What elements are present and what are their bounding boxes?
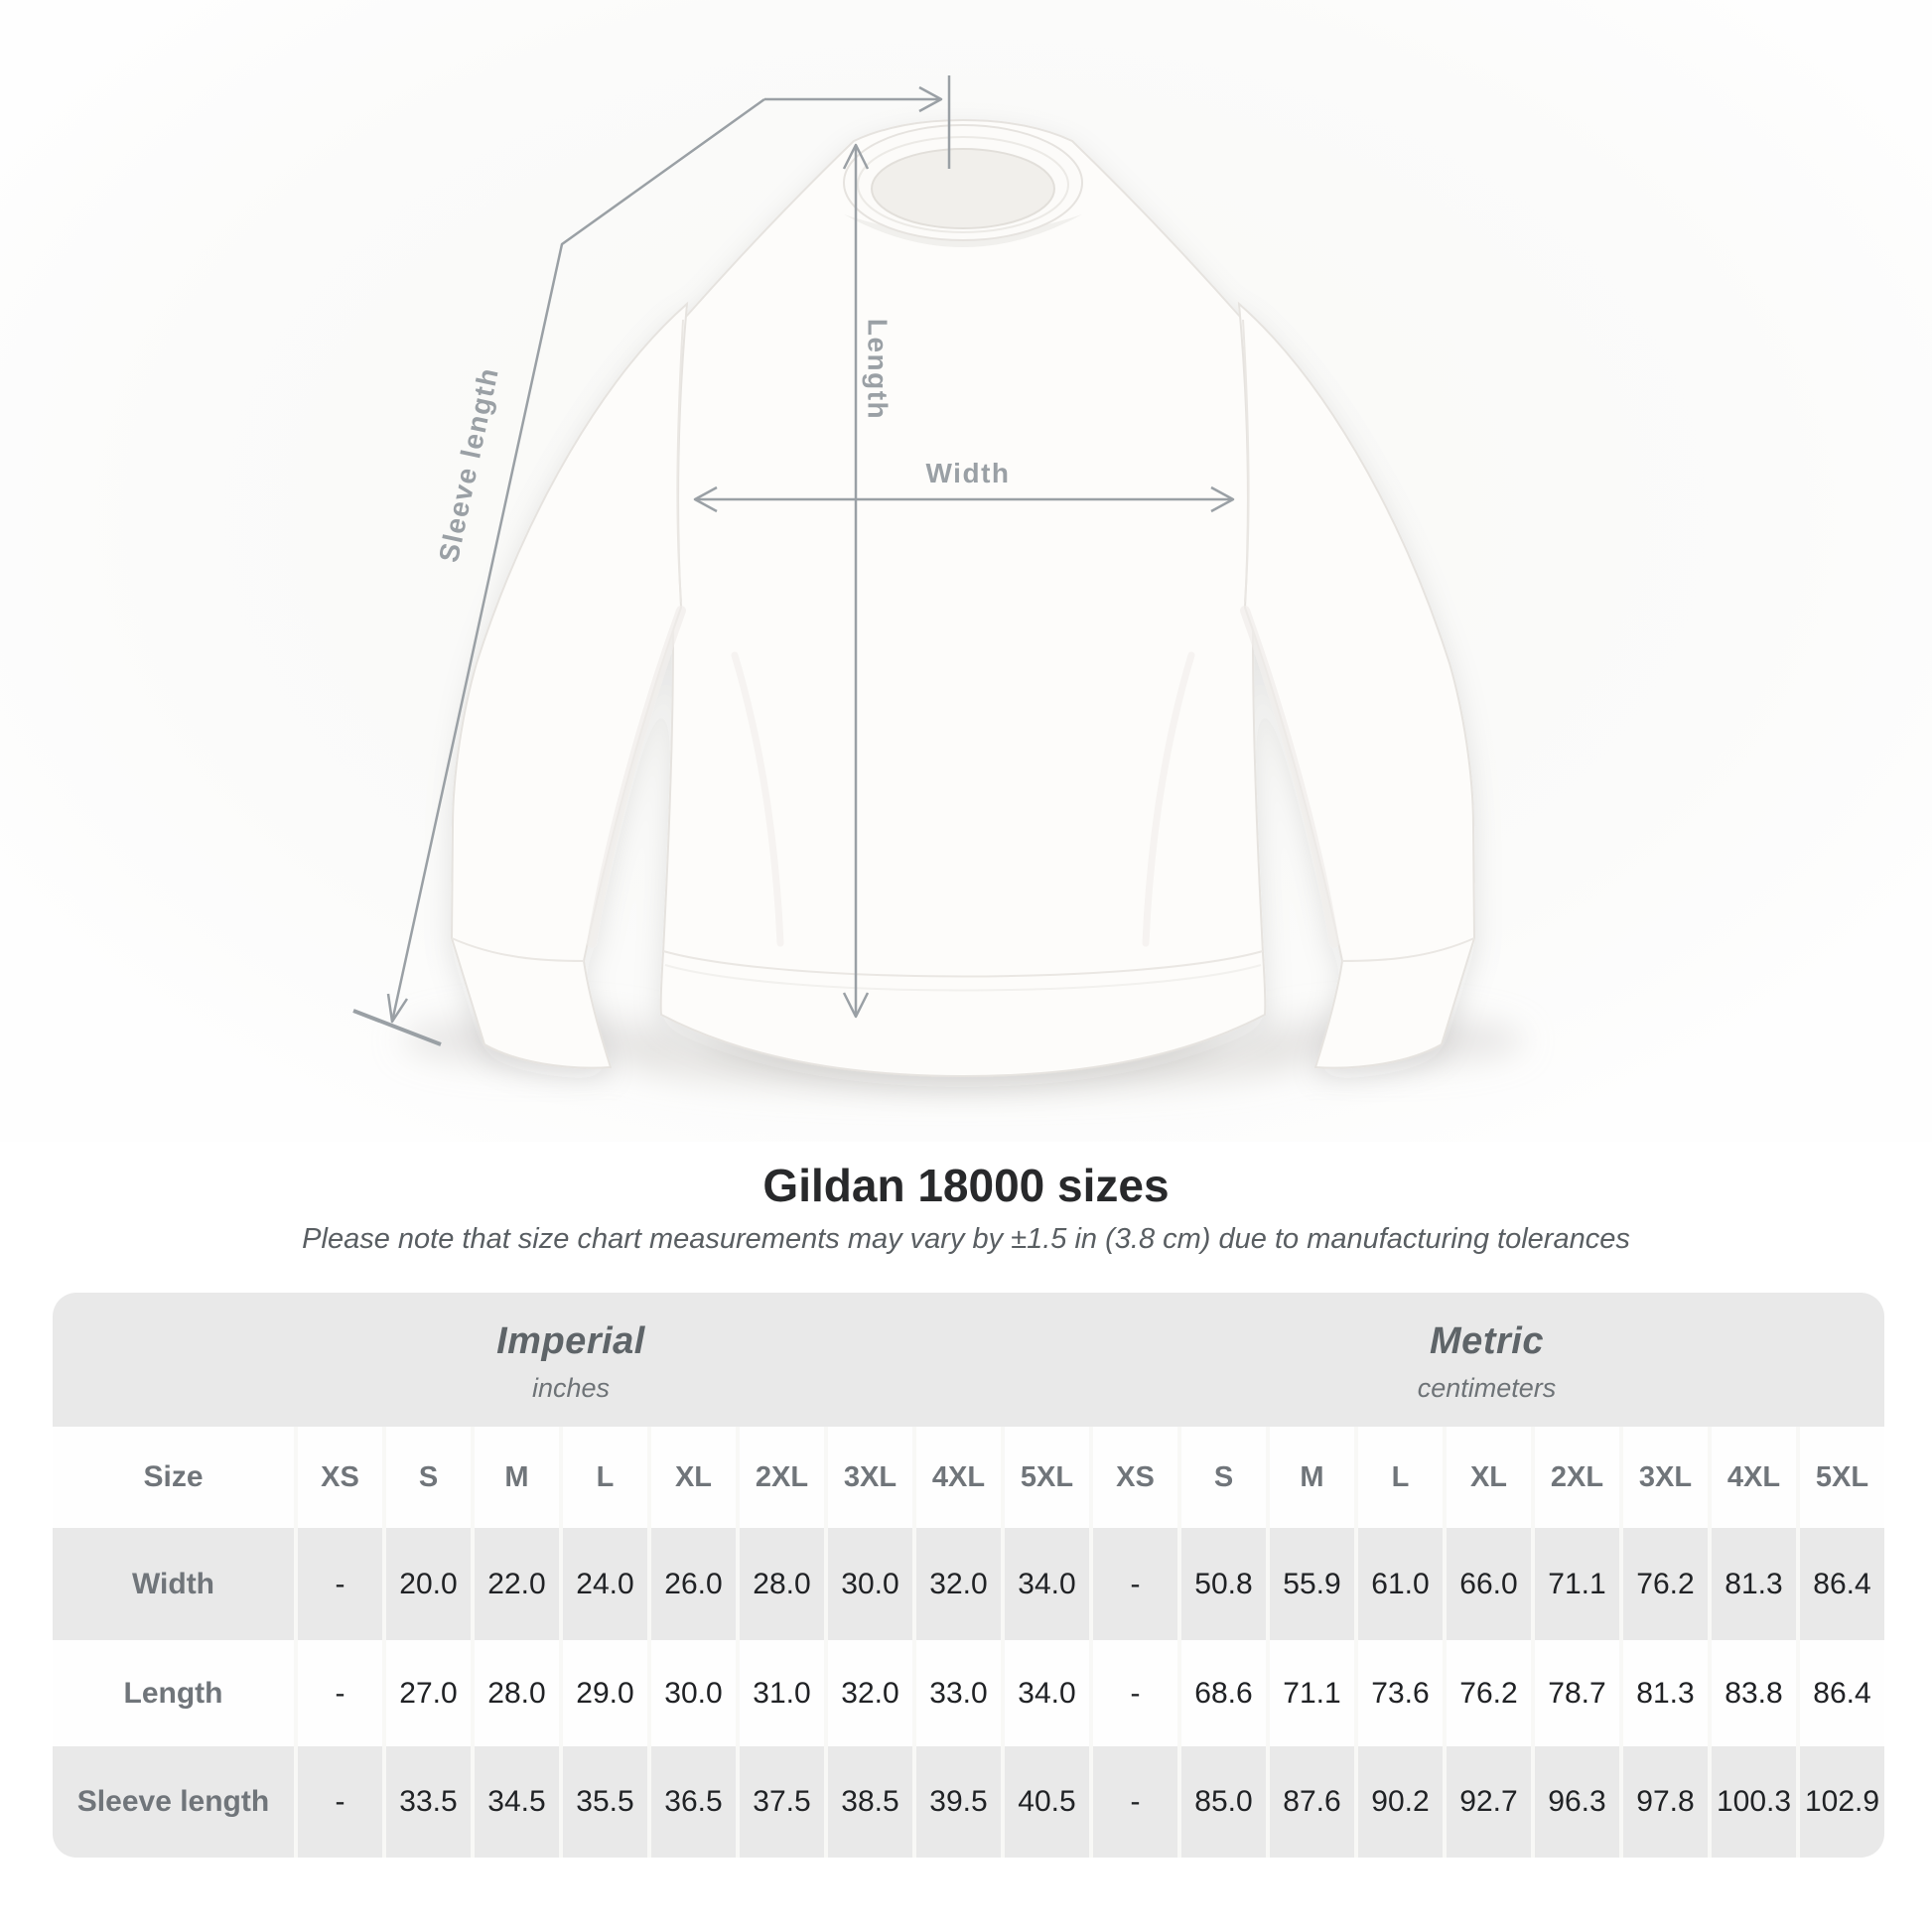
table-cell: 81.3: [1619, 1640, 1708, 1746]
size-header-cell: M: [1266, 1427, 1354, 1528]
table-cell: 35.5: [559, 1746, 647, 1858]
table-cell: 86.4: [1796, 1528, 1884, 1640]
table-cell: 76.2: [1443, 1640, 1531, 1746]
table-cell: 61.0: [1354, 1528, 1443, 1640]
table-cell: 55.9: [1266, 1528, 1354, 1640]
size-header-cell: XL: [1443, 1427, 1531, 1528]
row-label-sleeve-length: Sleeve length: [76, 1785, 270, 1818]
page-subtitle: Please note that size chart measurements may vary by ±1.5 in (3.8 cm) due to manufacturing tolerances: [302, 1223, 1630, 1255]
size-column-label: Size: [53, 1427, 294, 1528]
table-cell: -: [1089, 1746, 1177, 1858]
size-table: [53, 1293, 1884, 1858]
table-cell: 33.0: [912, 1640, 1001, 1746]
table-cell: 97.8: [1619, 1746, 1708, 1858]
table-cell: 92.7: [1443, 1746, 1531, 1858]
size-header-cell: XS: [1089, 1427, 1177, 1528]
table-cell: 73.6: [1354, 1640, 1443, 1746]
table-cell: 32.0: [912, 1528, 1001, 1640]
table-cell: 20.0: [382, 1528, 471, 1640]
page-title: Gildan 18000 sizes: [762, 1160, 1170, 1211]
size-header-cell: 4XL: [912, 1427, 1001, 1528]
size-header-cell: XL: [647, 1427, 736, 1528]
size-header-cell: 5XL: [1001, 1427, 1089, 1528]
table-cell: 34.5: [471, 1746, 559, 1858]
metric-group-unit: centimeters: [1417, 1372, 1557, 1403]
size-header-cell: 3XL: [824, 1427, 912, 1528]
table-cell: 102.9: [1796, 1746, 1884, 1858]
row-label-length: Length: [53, 1640, 294, 1746]
metric-group-header: [1089, 1293, 1884, 1427]
table-cell: 28.0: [471, 1640, 559, 1746]
table-cell: 68.6: [1177, 1640, 1266, 1746]
table-cell: 31.0: [736, 1640, 824, 1746]
metric-group-name: Metric: [1430, 1319, 1544, 1362]
table-cell: 78.7: [1531, 1640, 1619, 1746]
imperial-group-unit: inches: [531, 1372, 611, 1403]
sweatshirt: [452, 120, 1474, 1076]
table-cell: -: [294, 1640, 382, 1746]
table-cell: 39.5: [912, 1746, 1001, 1858]
table-cell: 24.0: [559, 1528, 647, 1640]
size-header-cell: M: [471, 1427, 559, 1528]
size-header-cell: L: [559, 1427, 647, 1528]
table-cell: 33.5: [382, 1746, 471, 1858]
sleeve-length-label: Sleeve length: [433, 363, 504, 566]
size-header-cell: 3XL: [1619, 1427, 1708, 1528]
table-cell: 38.5: [824, 1746, 912, 1858]
table-cell: 71.1: [1531, 1528, 1619, 1640]
table-cell: 34.0: [1001, 1528, 1089, 1640]
table-cell: 37.5: [736, 1746, 824, 1858]
table-cell: 71.1: [1266, 1640, 1354, 1746]
row-label-width: Width: [131, 1567, 215, 1600]
size-header-cell: S: [382, 1427, 471, 1528]
table-cell: 96.3: [1531, 1746, 1619, 1858]
heading: [0, 1160, 1932, 1257]
table-cell: 26.0: [647, 1528, 736, 1640]
table-cell: 30.0: [824, 1528, 912, 1640]
length-label: Length: [862, 318, 894, 421]
table-cell: 100.3: [1708, 1746, 1796, 1858]
table-cell: 28.0: [736, 1528, 824, 1640]
table-cell: 66.0: [1443, 1528, 1531, 1640]
size-header-cell: XS: [294, 1427, 382, 1528]
size-header-cell: L: [1354, 1427, 1443, 1528]
size-header-cell: 2XL: [1531, 1427, 1619, 1528]
size-header-cell: 2XL: [736, 1427, 824, 1528]
imperial-group-header: [53, 1293, 1089, 1427]
table-cell: 50.8: [1177, 1528, 1266, 1640]
table-cell: 76.2: [1619, 1528, 1708, 1640]
table-cell: 87.6: [1266, 1746, 1354, 1858]
width-label: Width: [925, 458, 1011, 488]
table-cell: 85.0: [1177, 1746, 1266, 1858]
size-header-cell: S: [1177, 1427, 1266, 1528]
table-cell: 86.4: [1796, 1640, 1884, 1746]
size-header-cell: 4XL: [1708, 1427, 1796, 1528]
size-header-cell: 5XL: [1796, 1427, 1884, 1528]
imperial-group-name: Imperial: [496, 1319, 645, 1362]
table-cell: 29.0: [559, 1640, 647, 1746]
table-cell: -: [294, 1528, 382, 1640]
table-cell: -: [1089, 1640, 1177, 1746]
table-cell: -: [1089, 1528, 1177, 1640]
table-cell: 27.0: [382, 1640, 471, 1746]
size-table-grid: [53, 1293, 1884, 1858]
collar: [844, 125, 1082, 240]
table-cell: 34.0: [1001, 1640, 1089, 1746]
table-cell: 83.8: [1708, 1640, 1796, 1746]
table-cell: 32.0: [824, 1640, 912, 1746]
table-cell: 81.3: [1708, 1528, 1796, 1640]
table-cell: -: [294, 1746, 382, 1858]
table-cell: 36.5: [647, 1746, 736, 1858]
table-cell: 40.5: [1001, 1746, 1089, 1858]
sweatshirt-body: [661, 120, 1266, 1076]
table-cell: 22.0: [471, 1528, 559, 1640]
table-cell: 90.2: [1354, 1746, 1443, 1858]
table-cell: 30.0: [647, 1640, 736, 1746]
